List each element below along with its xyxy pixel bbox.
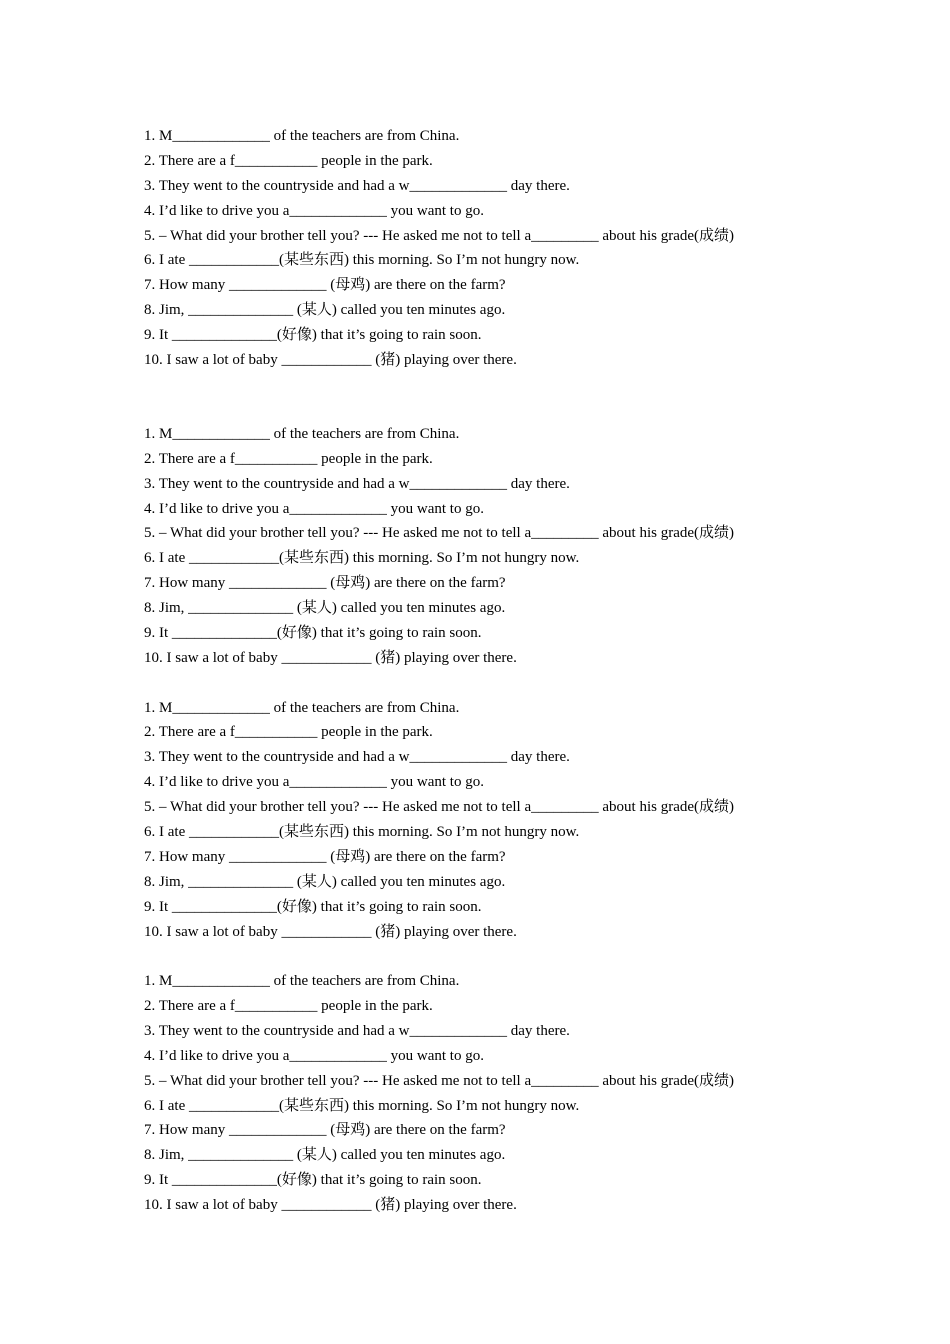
exercise-line: 8. Jim, ______________ (某人) called you ten minutes ago.	[144, 1147, 506, 1164]
exercise-line: 8. Jim, ______________ (某人) called you ten minutes ago.	[144, 600, 506, 617]
exercise-line: 7. How many _____________ (母鸡) are there on the farm?	[144, 575, 506, 592]
exercise-line: 4. I’d like to drive you a_____________ you want to go.	[144, 202, 484, 219]
exercise-line: 8. Jim, ______________ (某人) called you ten minutes ago.	[144, 873, 506, 890]
exercise-line: 4. I’d like to drive you a_____________ you want to go.	[144, 1047, 484, 1064]
exercise-line: 2. There are a f___________ people in the park.	[144, 450, 433, 467]
exercise-block-2	[144, 422, 824, 671]
exercise-line: 5. – What did your brother tell you? --- He asked me not to tell a_________ about his grade(成绩)	[144, 1072, 734, 1089]
exercise-line: 3. They went to the countryside and had a w_____________ day there.	[144, 1022, 570, 1039]
exercise-line: 1. M_____________ of the teachers are from China.	[144, 973, 460, 990]
exercise-content	[144, 124, 824, 1218]
exercise-line: 7. How many _____________ (母鸡) are there on the farm?	[144, 1122, 506, 1139]
exercise-line: 7. How many _____________ (母鸡) are there on the farm?	[144, 848, 506, 865]
exercise-line: 2. There are a f___________ people in the park.	[144, 997, 433, 1014]
exercise-block-3	[144, 696, 824, 945]
exercise-line: 6. I ate ____________(某些东西) this morning. So I’m not hungry now.	[144, 252, 580, 269]
exercise-line: 4. I’d like to drive you a_____________ you want to go.	[144, 774, 484, 791]
exercise-line: 9. It ______________(好像) that it’s going to rain soon.	[144, 1172, 482, 1189]
exercise-line: 9. It ______________(好像) that it’s going to rain soon.	[144, 625, 482, 642]
exercise-block-1	[144, 124, 824, 373]
block-spacer	[144, 373, 824, 422]
exercise-line: 1. M_____________ of the teachers are from China.	[144, 699, 460, 716]
exercise-line: 4. I’d like to drive you a_____________ you want to go.	[144, 500, 484, 517]
exercise-line: 5. – What did your brother tell you? --- He asked me not to tell a_________ about his grade(成绩)	[144, 227, 734, 244]
exercise-line: 9. It ______________(好像) that it’s going to rain soon.	[144, 327, 482, 344]
exercise-line: 6. I ate ____________(某些东西) this morning. So I’m not hungry now.	[144, 1097, 580, 1114]
exercise-line: 1. M_____________ of the teachers are from China.	[144, 128, 460, 144]
exercise-line: 6. I ate ____________(某些东西) this morning. So I’m not hungry now.	[144, 550, 580, 567]
exercise-line: 2. There are a f___________ people in the park.	[144, 152, 433, 169]
exercise-line: 5. – What did your brother tell you? --- He asked me not to tell a_________ about his grade(成绩)	[144, 525, 734, 542]
exercise-block-4	[144, 969, 824, 1218]
exercise-line: 10. I saw a lot of baby ____________ (猪) playing over there.	[144, 923, 517, 940]
block-spacer	[144, 944, 824, 969]
exercise-line: 8. Jim, ______________ (某人) called you ten minutes ago.	[144, 302, 506, 319]
exercise-line: 3. They went to the countryside and had a w_____________ day there.	[144, 749, 570, 766]
exercise-line: 10. I saw a lot of baby ____________ (猪) playing over there.	[144, 649, 517, 666]
exercise-line: 2. There are a f___________ people in the park.	[144, 724, 433, 741]
exercise-line: 10. I saw a lot of baby ____________ (猪) playing over there.	[144, 1197, 517, 1214]
exercise-line: 3. They went to the countryside and had a w_____________ day there.	[144, 475, 570, 492]
exercise-line: 1. M_____________ of the teachers are from China.	[144, 425, 460, 442]
block-spacer	[144, 671, 824, 696]
exercise-line: 5. – What did your brother tell you? --- He asked me not to tell a_________ about his grade(成绩)	[144, 799, 734, 816]
exercise-line: 6. I ate ____________(某些东西) this morning. So I’m not hungry now.	[144, 823, 580, 840]
exercise-line: 3. They went to the countryside and had a w_____________ day there.	[144, 177, 570, 194]
exercise-line: 7. How many _____________ (母鸡) are there on the farm?	[144, 277, 506, 294]
exercise-line: 10. I saw a lot of baby ____________ (猪) playing over there.	[144, 352, 517, 369]
exercise-line: 9. It ______________(好像) that it’s going to rain soon.	[144, 898, 482, 915]
